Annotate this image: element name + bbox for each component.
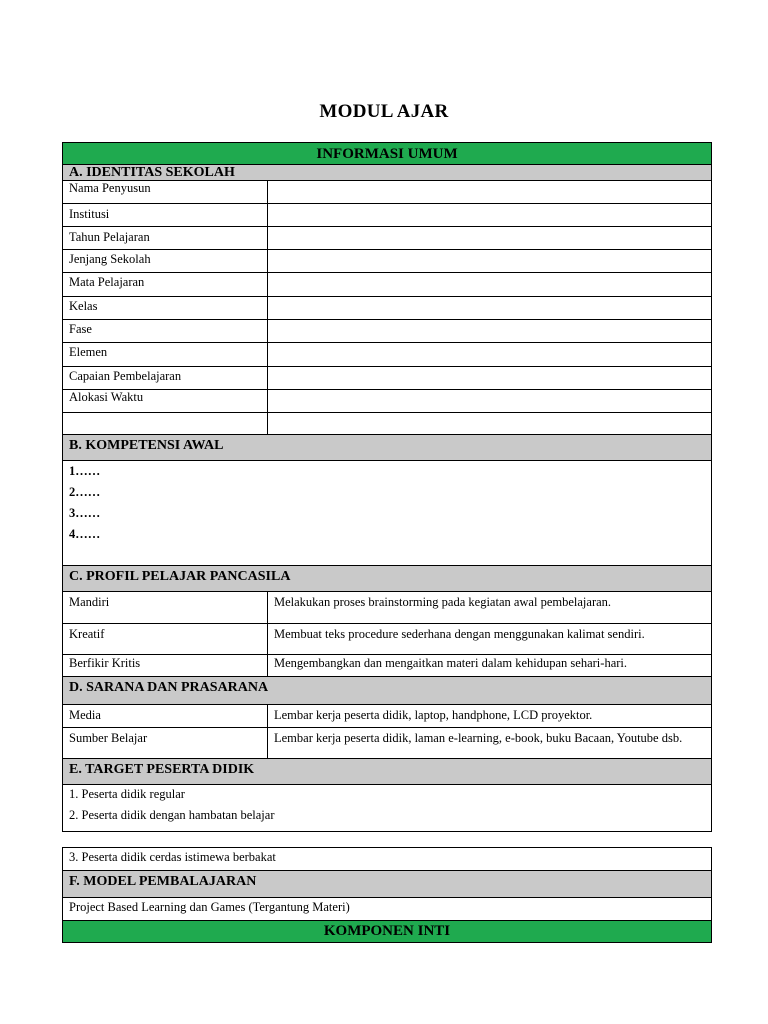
model-heading: F. MODEL PEMBALAJARAN (63, 871, 711, 898)
identitas-heading: A. IDENTITAS SEKOLAH (63, 165, 711, 181)
profil-row (63, 592, 711, 624)
field-value[interactable] (268, 273, 711, 296)
field-value[interactable] (268, 227, 711, 249)
kompetensi-list (63, 461, 711, 566)
informasi-umum-continued-table (62, 847, 712, 943)
profil-row (63, 655, 711, 677)
list-item: 2…… (69, 485, 101, 499)
field-value[interactable] (268, 250, 711, 272)
field-label: Alokasi Waktu (63, 390, 268, 412)
profil-label: Berfikir Kritis (63, 655, 268, 676)
komponen-inti-header: KOMPONEN INTI (63, 921, 711, 942)
list-item: 4…… (69, 527, 101, 541)
profil-desc: Membuat teks procedure sederhana dengan menggunakan kalimat sendiri. (274, 627, 645, 641)
profil-desc: Mengembangkan dan mengaitkan materi dalam kehidupan sehari-hari. (274, 656, 627, 670)
identitas-row (63, 204, 711, 227)
field-label: Mata Pelajaran (63, 273, 268, 296)
field-label (63, 413, 268, 434)
field-value[interactable] (268, 181, 711, 203)
profil-heading: C. PROFIL PELAJAR PANCASILA (63, 566, 711, 592)
list-item: 1…… (69, 464, 101, 478)
profil-desc: Melakukan proses brainstorming pada kegiatan awal pembelajaran. (274, 595, 612, 609)
kompetensi-heading: B. KOMPETENSI AWAL (63, 435, 711, 461)
identitas-row (63, 390, 711, 413)
sarana-row (63, 728, 711, 759)
sarana-label: Media (63, 705, 268, 727)
field-label: Fase (63, 320, 268, 342)
identitas-row (63, 343, 711, 367)
list-item: 2. Peserta didik dengan hambatan belajar (69, 808, 275, 822)
page-title: MODUL AJAR (319, 101, 449, 122)
identitas-row (63, 367, 711, 390)
identitas-row (63, 250, 711, 273)
identitas-row (63, 273, 711, 297)
target-continued-row (63, 848, 711, 871)
field-label: Tahun Pelajaran (63, 227, 268, 249)
list-item: 3. Peserta didik cerdas istimewa berbakat (69, 850, 276, 864)
sarana-desc: Lembar kerja peserta didik, laman e-learning, e-book, buku Bacaan, Youtube dsb. (274, 731, 683, 745)
field-label: Institusi (63, 204, 268, 226)
model-text: Project Based Learning dan Games (Tergantung Materi) (63, 898, 711, 921)
list-item: 3…… (69, 506, 101, 520)
identitas-row (63, 413, 711, 435)
field-value[interactable] (268, 320, 711, 342)
profil-row (63, 624, 711, 655)
field-label: Elemen (63, 343, 268, 366)
profil-label: Mandiri (63, 592, 268, 623)
field-value[interactable] (268, 297, 711, 319)
profil-label: Kreatif (63, 624, 268, 654)
field-label: Nama Penyusun (63, 181, 268, 203)
informasi-umum-header: INFORMASI UMUM (63, 143, 711, 165)
field-value[interactable] (268, 367, 711, 389)
target-list (63, 785, 711, 831)
target-heading: E. TARGET PESERTA DIDIK (63, 759, 711, 785)
field-label: Jenjang Sekolah (63, 250, 268, 272)
field-label: Kelas (63, 297, 268, 319)
identitas-row (63, 181, 711, 204)
sarana-row (63, 705, 711, 728)
field-value[interactable] (268, 413, 711, 434)
identitas-row (63, 297, 711, 320)
sarana-heading: D. SARANA DAN PRASARANA (63, 677, 711, 705)
field-value[interactable] (268, 343, 711, 366)
sarana-desc: Lembar kerja peserta didik, laptop, handphone, LCD proyektor. (274, 708, 593, 722)
field-value[interactable] (268, 204, 711, 226)
identitas-row (63, 320, 711, 343)
informasi-umum-table (62, 142, 712, 832)
list-item: 1. Peserta didik regular (69, 787, 185, 801)
field-label: Capaian Pembelajaran (63, 367, 268, 389)
sarana-label: Sumber Belajar (63, 728, 268, 758)
identitas-row (63, 227, 711, 250)
field-value[interactable] (268, 390, 711, 412)
